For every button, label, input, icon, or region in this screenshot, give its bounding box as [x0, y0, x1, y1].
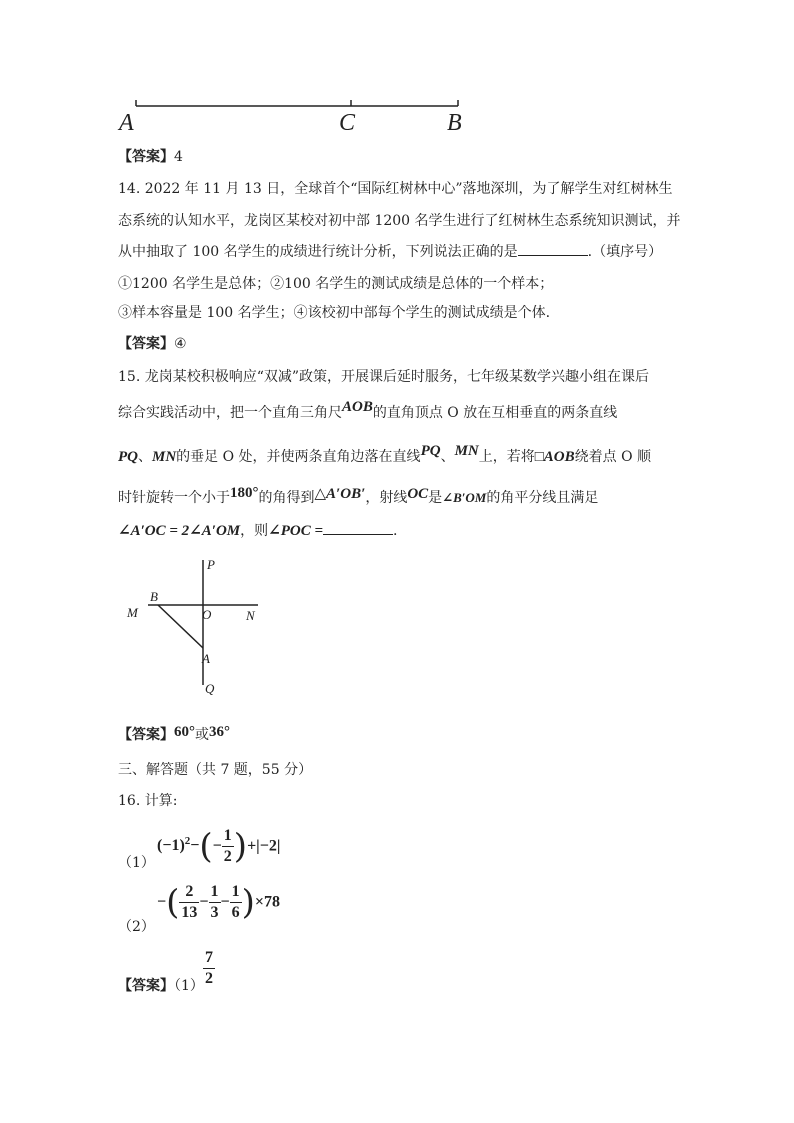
q15-line4-mid3: 是 — [428, 490, 443, 506]
math-pq: PQ — [118, 449, 138, 465]
denominator: 13 — [181, 904, 198, 921]
answer-tag: 【答案】 — [118, 149, 174, 165]
q16-title: 16. 计算: — [118, 793, 178, 809]
math-oc: OC — [407, 486, 429, 502]
label-a: A — [119, 110, 134, 136]
expr-tail: +|−2| — [247, 837, 281, 855]
paren-right: ) — [241, 882, 255, 923]
q15-line3-text: 的垂足 O 处，并使两条直角边落在直线 — [176, 449, 421, 465]
answer-tag: 【答案】 — [118, 978, 174, 994]
expr-minus: − — [190, 837, 200, 855]
expr-minus: − — [220, 893, 230, 911]
expr-tail: ×78 — [254, 893, 281, 911]
paren-right: ) — [233, 826, 248, 867]
math-mn-2: MN — [454, 443, 479, 459]
q13-answer-row — [118, 146, 183, 166]
fig-label-m: M — [127, 605, 138, 620]
math-angle-bom: ∠B′OM — [442, 490, 487, 505]
fraction-1-2 — [222, 826, 234, 867]
answer-tag: 【答案】 — [118, 727, 174, 743]
q14-line2: 态系统的认知水平，龙岗区某校对初中部 1200 名学生进行了红树林生态系统知识测试，并 — [118, 213, 681, 229]
q16-part1-expression — [157, 826, 280, 867]
q15-line4-tail: 的角平分线且满足 — [486, 490, 599, 506]
q15-line4 — [118, 487, 598, 507]
q14-option-2: ③样本容量是 100 名学生；④该校初中部每个学生的测试成绩是个体. — [118, 305, 551, 321]
q14-line3-text: 从中抽取了 100 名学生的成绩进行统计分析，下列说法正确的是 — [118, 244, 518, 260]
answer-tag: 【答案】 — [118, 336, 174, 352]
q16-answer-label: （1） — [174, 978, 204, 994]
math-triangle: △A′OB′ — [314, 486, 366, 502]
q15-line2 — [118, 399, 618, 422]
q16-answer-row — [118, 975, 204, 995]
answer-blank — [518, 243, 588, 256]
math-aob: AOB — [342, 399, 373, 415]
expr-minus: − — [157, 893, 167, 911]
q15-line3-mid: 上，若将 — [478, 449, 535, 465]
q15-line5 — [118, 520, 397, 540]
denominator: 6 — [231, 904, 240, 921]
section-title: 三、解答题（共 7 题，55 分） — [118, 762, 313, 778]
fraction-1-6 — [230, 882, 242, 923]
math-poc: ∠POC = — [268, 523, 324, 539]
q15-figure — [120, 555, 270, 700]
numerator: 1 — [230, 882, 242, 903]
q13-answer: 4 — [174, 149, 183, 165]
fig-label-a: A — [202, 651, 210, 666]
q15-line4-mid1: 的角得到 — [258, 490, 315, 506]
denominator: 3 — [210, 904, 219, 921]
answer-blank — [323, 522, 393, 535]
q15-line2-tail: 的直角顶点 O 放在互相垂直的两条直线 — [372, 405, 618, 421]
triangle-hypotenuse — [158, 605, 203, 648]
fraction-2-13 — [179, 882, 199, 923]
q16-part2-expression — [157, 882, 280, 923]
q15-answer-2: 36° — [209, 724, 230, 740]
math-pq-2: PQ — [420, 443, 441, 459]
math-condition: ∠A′OC = 2∠A′OM — [118, 523, 241, 539]
expr-minus: − — [212, 837, 222, 855]
q14-line3-tail: .（填序号） — [587, 244, 663, 260]
paren-left: ( — [166, 882, 180, 923]
q15-answer-row — [118, 724, 230, 744]
fig-label-b: B — [150, 589, 158, 604]
q15-line5-tail: . — [393, 523, 398, 539]
q14-line1: 14. 2022 年 11 月 13 日，全球首个“国际红树林中心”落地深圳，为了解学生对红树林生 — [118, 181, 673, 197]
numerator: 7 — [203, 948, 215, 969]
expr-term: (−1) — [157, 837, 185, 855]
denominator: 2 — [223, 848, 232, 865]
fraction-7-2 — [203, 948, 215, 989]
numerator: 1 — [222, 826, 234, 847]
expr-exponent: 2 — [184, 834, 191, 847]
numerator: 1 — [209, 882, 221, 903]
denominator: 2 — [205, 970, 213, 987]
q16-part1-label: （1） — [118, 855, 155, 871]
q15-line2-text: 综合实践活动中，把一个直角三角尺 — [118, 405, 342, 421]
q15-answer-or: 或 — [195, 727, 209, 743]
q14-answer-row — [118, 333, 187, 353]
math-mn: MN — [152, 449, 177, 465]
math-box-aob: □AOB — [534, 449, 575, 465]
separator: 、 — [138, 449, 152, 465]
q15-line4-text: 时针旋转一个小于 — [118, 490, 230, 506]
q14-answer: ④ — [174, 336, 187, 352]
segment-figure — [118, 96, 478, 136]
paren-left: ( — [199, 826, 213, 867]
numerator: 2 — [179, 882, 199, 903]
fraction-1-3 — [209, 882, 221, 923]
fig-label-p: P — [207, 557, 215, 572]
separator-2: 、 — [440, 449, 455, 465]
label-c: C — [339, 110, 356, 136]
fig-label-n: N — [246, 608, 255, 623]
label-b: B — [447, 110, 462, 136]
q15-line3-tail: 绕着点 O 顺 — [574, 449, 652, 465]
expr-minus: − — [199, 893, 209, 911]
q15-line1: 15. 龙岗某校积极响应“双减”政策，开展课后延时服务，七年级某数学兴趣小组在课后 — [118, 369, 650, 385]
math-180: 180° — [230, 485, 259, 501]
q15-line5-text: ，则 — [240, 523, 269, 539]
q15-line4-mid2: ，射线 — [365, 490, 408, 506]
q15-answer-1: 60° — [174, 724, 195, 740]
q14-option-1: ①1200 名学生是总体；②100 名学生的测试成绩是总体的一个样本； — [118, 276, 554, 292]
q16-part2-label: （2） — [118, 919, 155, 935]
q14-line3 — [118, 241, 662, 261]
q16-answer-fraction — [203, 948, 215, 989]
fig-label-q: Q — [205, 681, 215, 696]
q15-line3 — [118, 443, 652, 466]
fig-label-o: O — [202, 607, 212, 622]
